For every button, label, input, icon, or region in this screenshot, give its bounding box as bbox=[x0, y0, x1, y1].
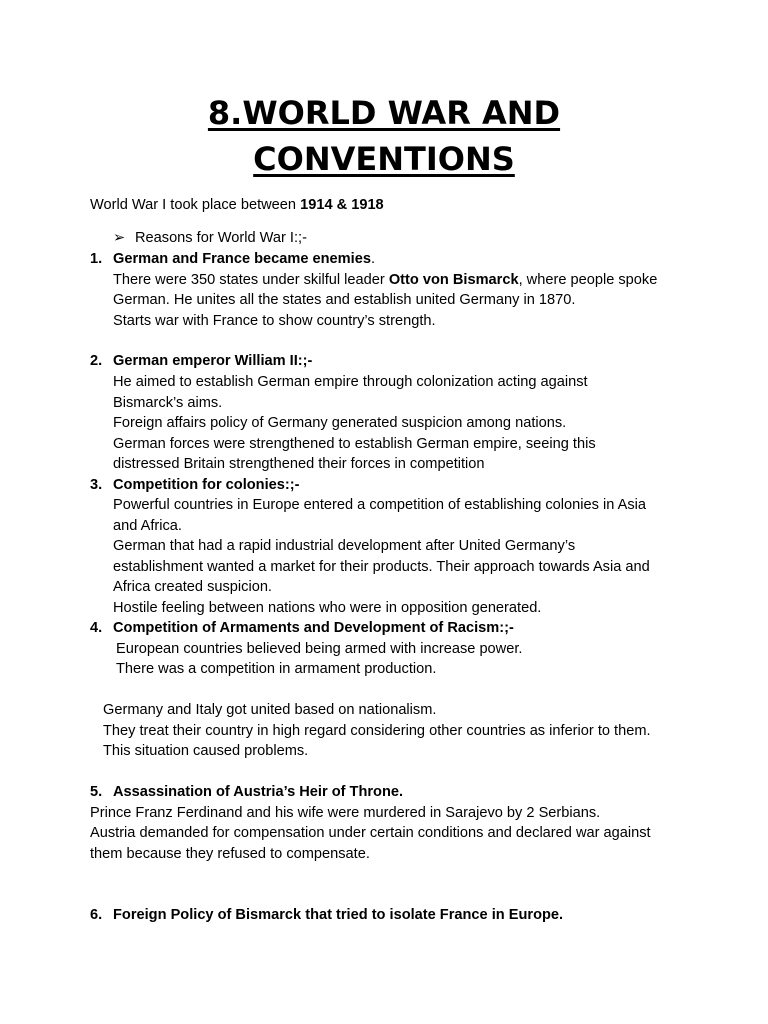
item-heading-text: Assassination of Austria’s Heir of Throne. bbox=[113, 784, 404, 800]
item-1-heading bbox=[90, 249, 375, 269]
item-number: 3. bbox=[90, 477, 103, 493]
item-number: 5. bbox=[90, 784, 103, 800]
item-5-line-2: Austria demanded for compensation under certain conditions and declared war against bbox=[90, 825, 651, 841]
item-4-heading bbox=[90, 618, 514, 638]
title-line-1: 8.WORLD WAR AND bbox=[207, 94, 561, 132]
text-segment: , where people spoke bbox=[518, 272, 658, 288]
intro-years: 1914 & 1918 bbox=[300, 197, 384, 213]
item-heading-text: Foreign Policy of Bismarck that tried to isolate France in Europe. bbox=[113, 907, 564, 923]
item-2-line-5: distressed Britain strengthened their forces in competition bbox=[113, 456, 485, 472]
page-title bbox=[0, 90, 768, 182]
item-3-line-4: establishment wanted a market for their products. Their approach towards Asia and bbox=[113, 559, 650, 575]
item-number: 2. bbox=[90, 353, 103, 369]
item-heading-text: German emperor William II:;- bbox=[113, 353, 313, 369]
item-3-line-5: Africa created suspicion. bbox=[113, 579, 272, 595]
item-3-line-6: Hostile feeling between nations who were in opposition generated. bbox=[113, 600, 542, 616]
item-2-line-4: German forces were strengthened to establish German empire, seeing this bbox=[113, 436, 596, 452]
item-2-line-3: Foreign affairs policy of Germany generated suspicion among nations. bbox=[113, 415, 567, 431]
item-1-line-1 bbox=[113, 270, 657, 290]
item-5-line-1: Prince Franz Ferdinand and his wife were murdered in Sarajevo by 2 Serbians. bbox=[90, 805, 601, 821]
item-2-line-1: He aimed to establish German empire through colonization acting against bbox=[113, 374, 588, 390]
intro-line bbox=[90, 195, 384, 215]
item-4-line-1: European countries believed being armed with increase power. bbox=[116, 641, 523, 657]
bismarck-name: Otto von Bismarck bbox=[388, 272, 519, 288]
text-segment: There were 350 states under skilful leader bbox=[113, 272, 389, 288]
item-4-line-2: There was a competition in armament production. bbox=[116, 661, 437, 677]
item-heading-suffix: . bbox=[370, 251, 376, 267]
item-4-line-4: They treat their country in high regard considering other countries as inferior to them. bbox=[103, 723, 651, 739]
item-number: 4. bbox=[90, 620, 103, 636]
reasons-heading-text: Reasons for World War I:;- bbox=[135, 230, 307, 246]
item-4-line-5: This situation caused problems. bbox=[103, 743, 309, 759]
item-heading-text: German and France became enemies bbox=[113, 251, 371, 267]
item-3-line-1: Powerful countries in Europe entered a competition of establishing colonies in Asia bbox=[113, 497, 646, 513]
item-6-heading bbox=[90, 905, 563, 925]
item-3-line-2: and Africa. bbox=[113, 518, 182, 534]
item-1-line-3: Starts war with France to show country’s strength. bbox=[113, 313, 436, 329]
item-4-line-3: Germany and Italy got united based on nationalism. bbox=[103, 702, 437, 718]
title-line-2: CONVENTIONS bbox=[253, 140, 515, 178]
item-number: 1. bbox=[90, 251, 103, 267]
item-heading-text: Competition for colonies:;- bbox=[113, 477, 300, 493]
item-2-line-2: Bismarck’s aims. bbox=[113, 395, 223, 411]
item-heading-text: Competition of Armaments and Development of Racism:;- bbox=[113, 620, 514, 636]
item-5-line-3: them because they refused to compensate. bbox=[90, 846, 370, 862]
arrow-bullet-icon: ➢ bbox=[113, 230, 126, 246]
item-2-heading bbox=[90, 351, 312, 371]
item-5-heading bbox=[90, 782, 403, 802]
item-number: 6. bbox=[90, 907, 103, 923]
item-3-line-3: German that had a rapid industrial development after United Germany’s bbox=[113, 538, 576, 554]
intro-text: World War I took place between bbox=[90, 197, 301, 213]
item-1-line-2: German. He unites all the states and establish united Germany in 1870. bbox=[113, 292, 576, 308]
item-3-heading bbox=[90, 475, 299, 495]
reasons-heading bbox=[113, 228, 307, 248]
